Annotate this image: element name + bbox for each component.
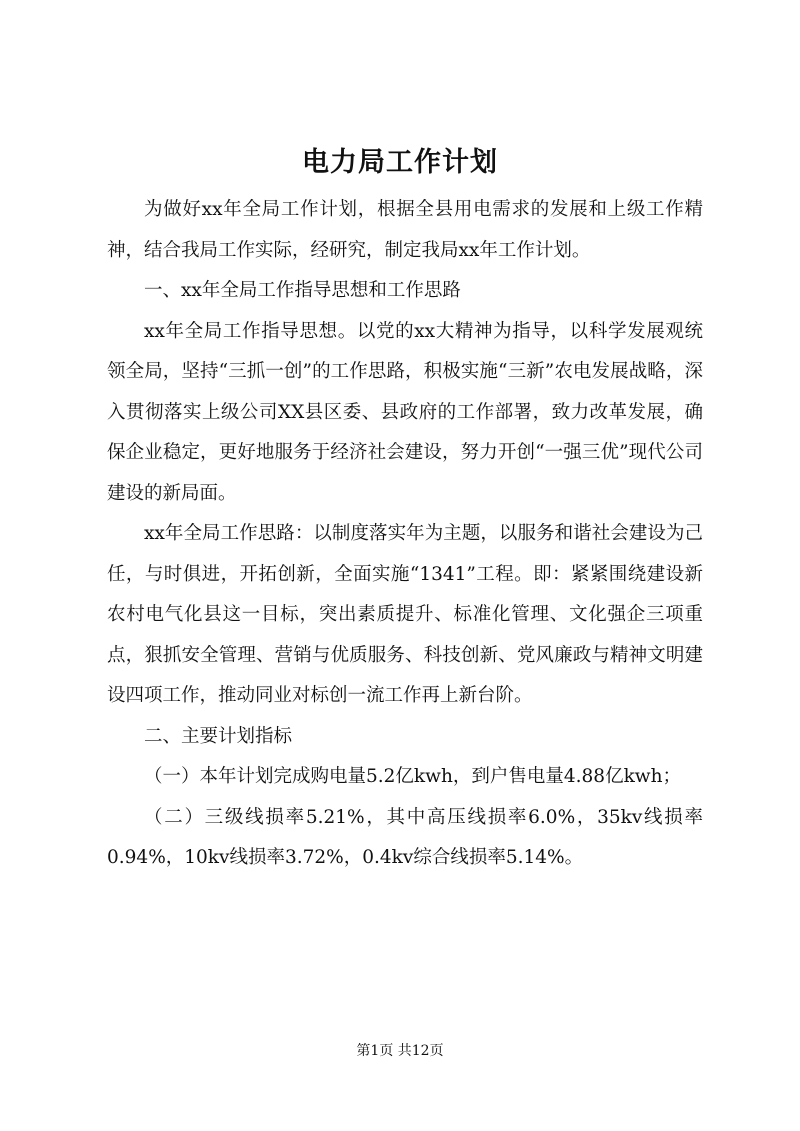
- guiding-thought-paragraph: xx年全局工作指导思想。以党的xx大精神为指导，以科学发展观统领全局，坚持“三抓一创”的工作思路，积极实施“三新”农电发展战略，深入贯彻落实上级公司XX县区委、县政府的工作部署，致力改革发展，确保企业稳定，更好地服务于经济社会建设，努力开创“一强三优”现代公司建设的新局面。: [107, 320, 703, 504]
- section-heading-1: 一、xx年全局工作指导思想和工作思路: [144, 280, 461, 301]
- target-item-1: （一）本年计划完成购电量5.2亿kwh，到户售电量4.88亿kwh；: [144, 766, 682, 787]
- intro-paragraph: 为做好xx年全局工作计划，根据全县用电需求的发展和上级工作精神，结合我局工作实际，经研究，制定我局xx年工作计划。: [107, 199, 703, 261]
- document-title: 电力局工作计划: [302, 147, 498, 178]
- page-number-footer: 第1页 共12页: [356, 1043, 444, 1059]
- section-heading-2: 二、主要计划指标: [144, 725, 293, 747]
- document-body: [107, 190, 703, 879]
- work-approach-paragraph: xx年全局工作思路：以制度落实年为主题，以服务和谐社会建设为己任，与时俱进，开拓创新，全面实施“1341”工程。即：紧紧围绕建设新农村电气化县这一目标，突出素质提升、标准化管理、文化强企三项重点，狠抓安全管理、营销与优质服务、科技创新、党风廉政与精神文明建设四项工作，推动同业对标创一流工作再上新台阶。: [107, 523, 703, 706]
- target-item-2: （二）三级线损率5.21%，其中高压线损率6.0%，35kv线损率0.94%，10kv线损率3.72%，0.4kv综合线损率5.14%。: [107, 806, 703, 868]
